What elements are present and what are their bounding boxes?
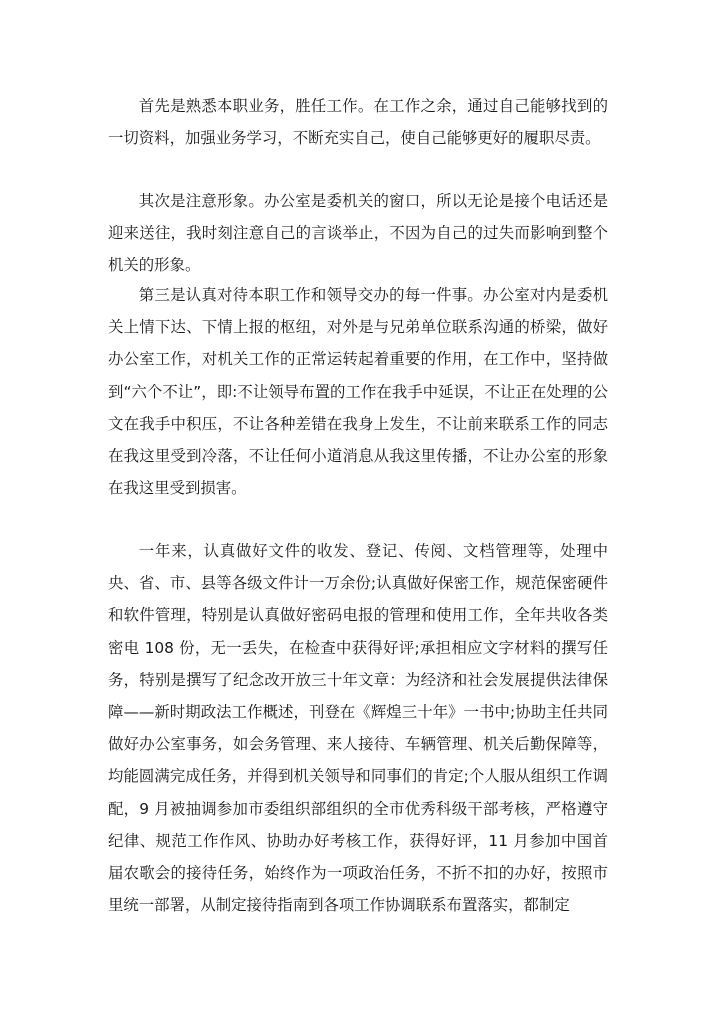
- paragraph-year-summary: 一年来，认真做好文件的收发、登记、传阅、文档管理等，处理中央、省、市、县等各级文件计一万余份;认真做好保密工作，规范保密硬件和软件管理，特别是认真做好密码电报的管理和使用工作，全年共收各类密电 108 份，无一丢失，在检查中获得好评;承担相应文字材料的撰写任务，特别是撰写了纪念改开放三十年文章：为经济和社会发展提供法律保障——新时期政法工作概述，刊登在《辉煌三十年》一书中;协助主任共同做好办公室事务，如会务管理、来人接待、车辆管理、机关后勤保障等，均能圆满完成任务，并得到机关领导和同事们的肯定;个人服从组织工作调配，9 月被抽调参加市委组织部组织的全市优秀科级干部考核，严格遵守纪律、规范工作作风、协助办好考核工作，获得好评，11 月参加中国首届农歌会的接待任务，始终作为一项政治任务，不折不扣的办好，按照市里统一部署，从制定接待指南到各项工作协调联系布置落实，都制定: [108, 542, 608, 915]
- paragraph-image-attention: 其次是注意形象。办公室是委机关的窗口，所以无论是接个电话还是迎来送往，我时刻注意自己的言谈举止，不因为自己的过失而影响到整个机关的形象。: [108, 192, 608, 275]
- paragraph-familiarize-duties: 首先是熟悉本职业务，胜任工作。在工作之余，通过自己能够找到的一切资料，加强业务学习，不断充实自己，使自己能够更好的履职尽责。: [108, 97, 608, 148]
- paragraph-six-dont-lets: 第三是认真对待本职工作和领导交办的每一件事。办公室对内是委机关上情下达、下情上报的枢纽，对外是与兄弟单位联系沟通的桥梁，做好办公室工作，对机关工作的正常运转起着重要的作用，在工作中，坚持做到“六个不让”，即:不让领导布置的工作在我手中延误，不让正在处理的公文在我手中积压，不让各种差错在我身上发生，不让前来联系工作的同志在我这里受到冷落，不让任何小道消息从我这里传播，不让办公室的形象在我这里受到损害。: [108, 286, 608, 498]
